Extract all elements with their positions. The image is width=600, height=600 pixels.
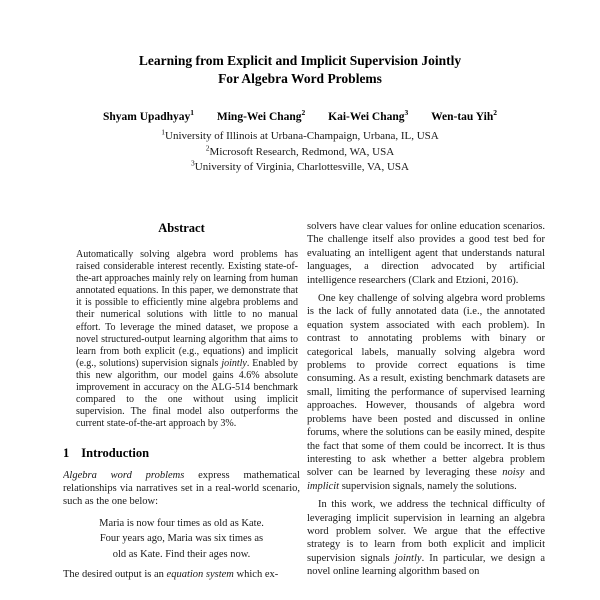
right-p2-seg5: supervision signals, namely the solutions. <box>339 480 517 492</box>
word-problem-quote <box>77 516 286 562</box>
affiliation-3-text: University of Virginia, Charlottesville, VA, USA <box>194 161 409 173</box>
right-p3-seg1: In this work, we address the technical difficulty of leveraging implicit supervision in learning an algebra word problem solver. We argue that the effective strategy is to learn from both explicit and implicit supervision signals <box>307 499 545 564</box>
section-1-title: Introduction <box>81 446 150 461</box>
author-2-name: Ming-Wei Chang <box>216 111 302 123</box>
section-1-number: 1 <box>63 446 70 461</box>
paper-title <box>0 52 600 87</box>
right-p2-seg3: and <box>524 467 545 479</box>
right-paragraph-3 <box>307 498 545 578</box>
affiliation-2-text: Microsoft Research, Redmond, WA, USA <box>209 145 395 158</box>
section-1-heading <box>63 446 300 461</box>
paper-title-line2: For Algebra Word Problems <box>218 70 382 86</box>
abstract-heading: Abstract <box>158 221 205 235</box>
author-3 <box>328 108 409 123</box>
intro-p1-italic: Algebra word problems <box>63 470 185 482</box>
paper-title-line1: Learning from Explicit and Implicit Supervision Jointly <box>138 53 462 68</box>
quote-line-2: Four years ago, Maria was six times as <box>99 533 264 545</box>
affiliation-3 <box>0 160 600 176</box>
affiliation-1-text: University of Illinois at Urbana-Champaign, Urbana, IL, USA <box>165 130 439 142</box>
right-paragraph-1: solvers have clear values for online education scenarios. The challenge itself also provides a good test bed for evaluating an intelligent agent that understands natural languages, a direction advocated by artificial intelligence researchers (Clark and Etzioni, 2016). <box>307 221 545 286</box>
authors-row <box>0 108 600 123</box>
intro-paragraph-1 <box>63 470 300 509</box>
intro-paragraph-2 <box>63 569 300 582</box>
right-column <box>307 215 545 600</box>
author-4-affiliation-mark: 2 <box>493 108 497 118</box>
author-2-affiliation-mark: 2 <box>301 108 306 118</box>
author-4 <box>431 108 497 123</box>
quote-line-3: old as Kate. Find their ages now. <box>112 548 251 560</box>
right-p3-seg3: . In particular, we design a novel online learning algorithm based on <box>307 552 545 578</box>
author-1 <box>103 108 194 123</box>
author-3-affiliation-mark: 3 <box>404 108 409 118</box>
author-2 <box>216 108 306 123</box>
abstract-segment-3: . Enabled by this new algorithm, our model gains 4.6% absolute improvement in accuracy on the ALG-514 benchmark compared to the one without using implicit supervision. The final model also outperforms the current state-of-the-art approach by 3%. <box>76 357 298 430</box>
affiliations <box>0 129 600 176</box>
affiliation-1-mark: 1 <box>161 127 166 137</box>
affiliation-3-mark: 3 <box>191 158 195 168</box>
quote-line-1: Maria is now four times as old as Kate. <box>99 518 264 530</box>
right-p2-noisy-italic: noisy <box>502 467 525 479</box>
abstract-text <box>63 249 300 430</box>
paper-header <box>0 0 600 176</box>
left-column <box>63 215 300 600</box>
affiliation-2 <box>0 142 600 161</box>
intro-p1-text: express mathematical relationships via narratives set in a real-world scenario, such as the one below: <box>63 470 300 508</box>
affiliation-2-mark: 2 <box>205 142 210 152</box>
author-1-name: Shyam Upadhyay <box>103 111 191 123</box>
author-4-name: Wen-tau Yih <box>431 111 494 123</box>
right-paragraph-2 <box>307 292 545 493</box>
affiliation-1 <box>0 129 600 145</box>
author-1-affiliation-mark: 1 <box>190 108 194 118</box>
author-3-name: Kai-Wei Chang <box>328 111 405 123</box>
abstract-segment-1: Automatically solving algebra word problems has raised considerable interest recently. Existing state-of-the-art approaches mainly rely on learning from human annotated equations. In this paper, we demonstrate that it is possible to efficiently mine algebra problems and their numerical solutions with little to no manual effort. To leverage the mined dataset, we propose a novel structured-output learning algorithm that aims to learn from both explicit (e.g., equations) and implicit (e.g., solutions) supervision signals <box>76 249 298 369</box>
intro-p2-seg1: The desired output is an <box>63 568 167 580</box>
right-p2-seg1: One key challenge of solving algebra word problems is the lack of fully annotated data (i.e., the annotated equation system associated with each problem). In contrast to annotating problems with binary or categorical labels, manually solving algebra word problems to provide correct equations is time consuming. As a result, existing benchmark datasets are small, limiting the performance of supervised learning approaches. However, thousands of algebra word problems have been posted and discussed in online forums, where the solutions can be easily mined, despite the fact that some of them could be incorrect. It is thus interesting to ask whether a better algebra problem solver can be learned by leveraging these <box>307 293 545 479</box>
intro-p2-italic: equation system <box>166 568 234 580</box>
right-p3-jointly-italic: jointly <box>394 552 422 564</box>
intro-p2-seg3: which ex- <box>233 568 279 580</box>
abstract-segment-2-italic: jointly <box>221 357 247 369</box>
right-p2-implicit-italic: implicit <box>307 480 340 492</box>
